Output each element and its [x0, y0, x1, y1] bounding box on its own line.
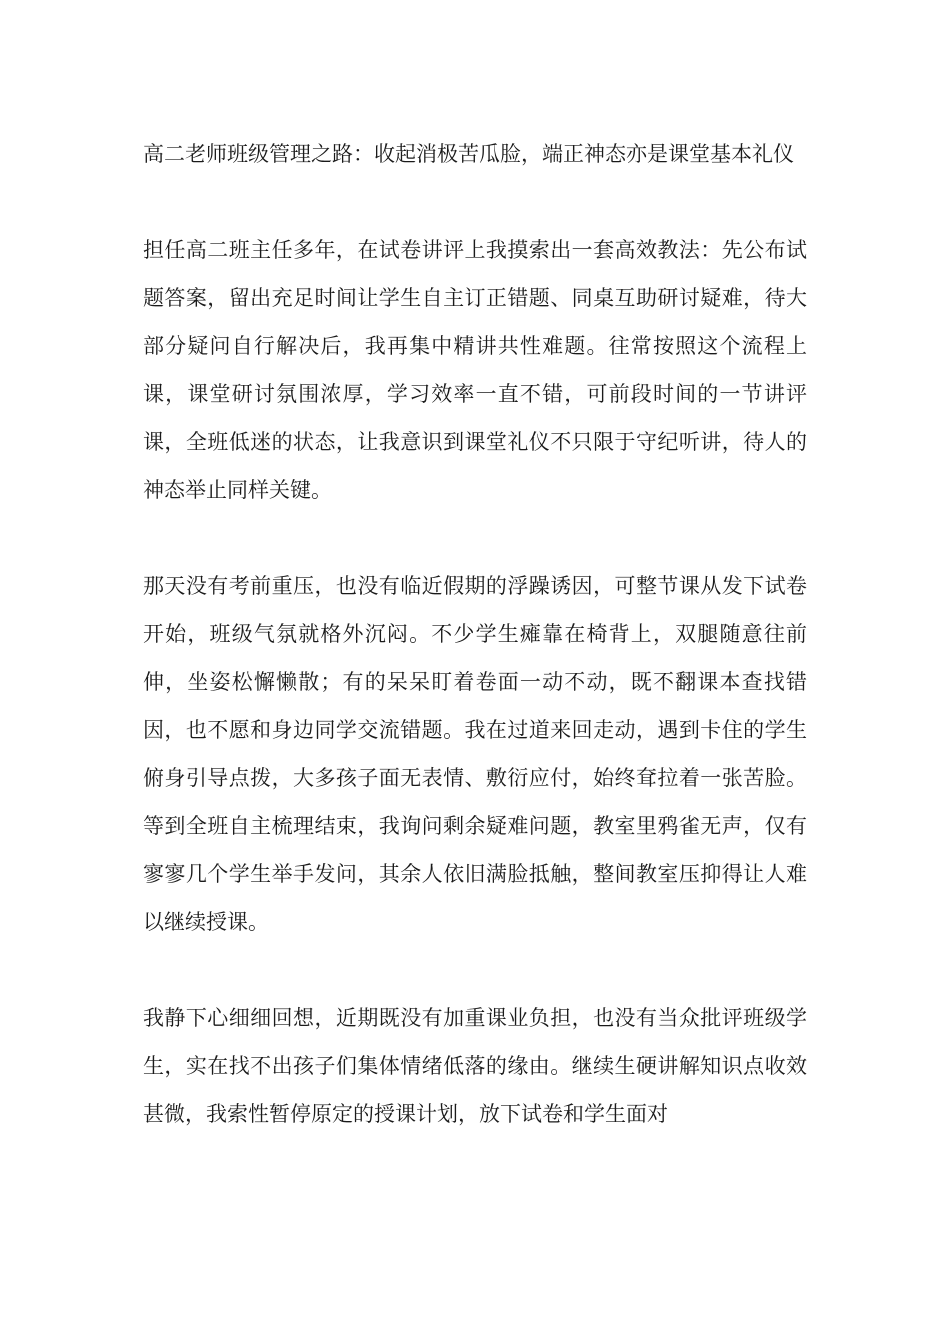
paragraph-2: 那天没有考前重压，也没有临近假期的浮躁诱因，可整节课从发下试卷开始，班级气氛就格外沉闷。不少学生瘫靠在椅背上，双腿随意往前伸，坐姿松懈懒散；有的呆呆盯着卷面一动不动，既不翻课本查找错因，也不愿和身边同学交流错题。我在过道来回走动，遇到卡住的学生俯身引导点拨，大多孩子面无表情、敷衍应付，始终耷拉着一张苦脸。等到全班自主梳理结束，我询问剩余疑难问题，教室里鸦雀无声，仅有寥寥几个学生举手发问，其余人依旧满脸抵触，整间教室压抑得让人难以继续授课。 — [143, 574, 807, 934]
article-title: 高二老师班级管理之路：收起消极苦瓜脸，端正神态亦是课堂基本礼仪 — [143, 142, 794, 166]
article-body — [143, 130, 807, 1186]
paragraph-3: 我静下心细细回想，近期既没有加重课业负担，也没有当众批评班级学生，实在找不出孩子们集体情绪低落的缘由。继续生硬讲解知识点收效甚微，我索性暂停原定的授课计划，放下试卷和学生面对 — [143, 1006, 807, 1126]
paragraph-1: 担任高二班主任多年，在试卷讲评上我摸索出一套高效教法：先公布试题答案，留出充足时间让学生自主订正错题、同桌互助研讨疑难，待大部分疑问自行解决后，我再集中精讲共性难题。往常按照这个流程上课，课堂研讨氛围浓厚，学习效率一直不错，可前段时间的一节讲评课，全班低迷的状态，让我意识到课堂礼仪不只限于守纪听讲，待人的神态举止同样关键。 — [143, 238, 807, 502]
